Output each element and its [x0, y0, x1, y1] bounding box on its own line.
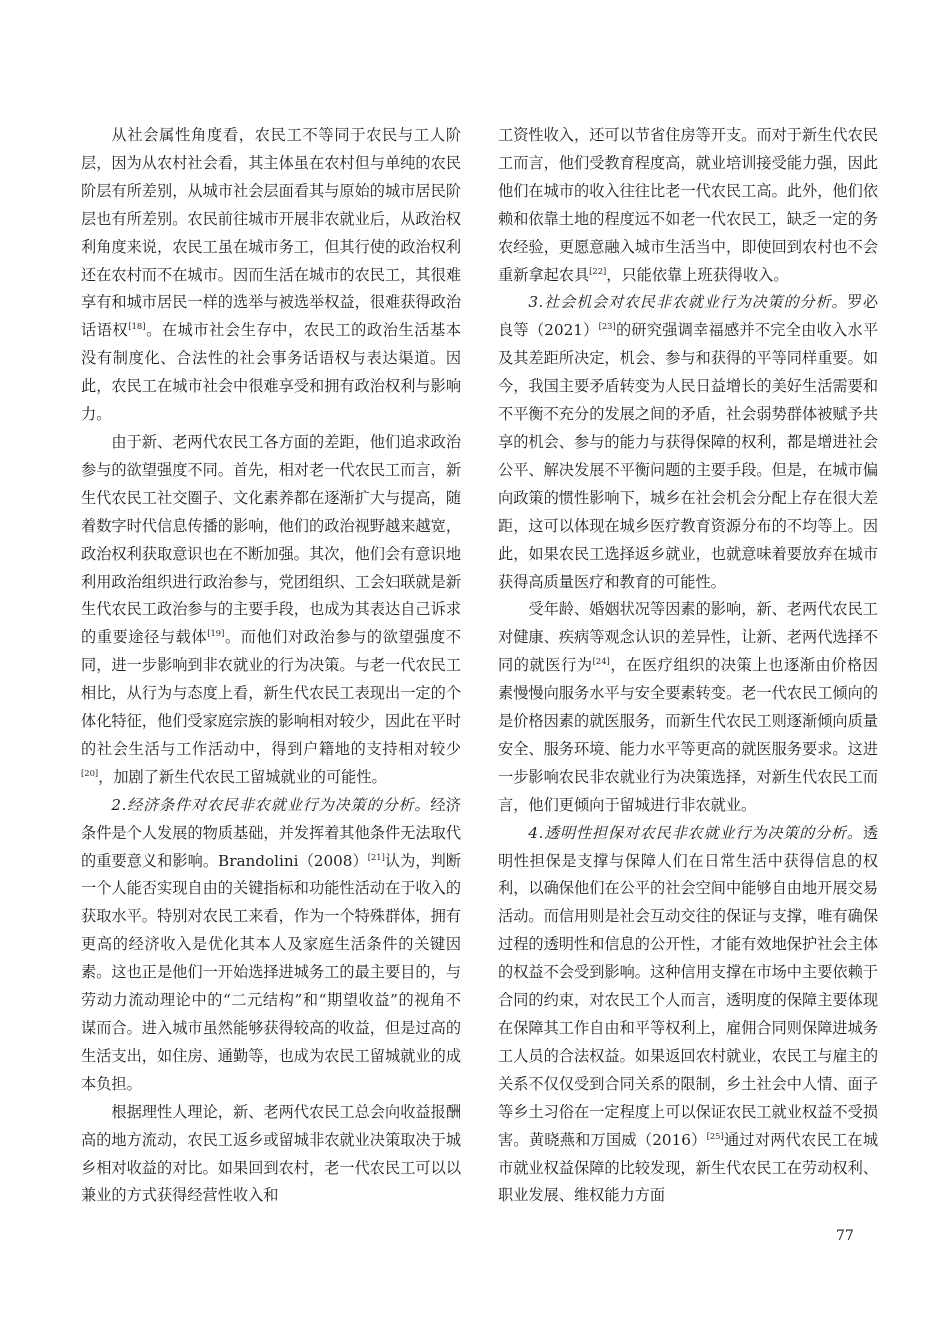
citation: [24] [592, 656, 610, 667]
section-heading: 2.经济条件对农民非农就业行为决策的分析。 [111, 795, 431, 814]
citation: [21] [367, 851, 385, 862]
citation: [23] [598, 321, 616, 332]
paragraph: 根据理性人理论，新、老两代农民工总会向收益报酬高的地方流动，农民工返乡或留城非农就业决策取决于城乡相对收益的对比。如果回到农村，老一代农民工可以以兼业的方式获得经营性收入和 [81, 1102, 461, 1205]
paragraph: 由于新、老两代农民工各方面的差距，他们追求政治参与的欲望强度不同。首先，相对老一代农民工而言，新生代农民工社交圈子、文化素养都在逐渐扩大与提高，随着数字时代信息传播的影响，他们的政治视野越来越宽，政治权利获取意识也在不断加强。其次，他们会有意识地利用政治组织进行政治参与，党团组织、工会妇联就是新生代农民工政治参与的主要手段，也成为其表达自己诉求的重要途径与载体[19]。而他们对政治参与的欲望强度不同，进一步影响到非农就业的行为决策。与老一代农民工相比，从行为与态度上看，新生代农民工表现出一定的个体化特征，他们受家庭宗族的影响相对较少，因此在平时的社会生活与工作活动中，得到户籍地的支持相对较少[20]，加剧了新生代农民工留城就业的可能性。 [81, 432, 462, 786]
paragraph: 受年龄、婚姻状况等因素的影响，新、老两代农民工对健康、疾病等观念认识的差异性，让新、老两代选择不同的就医行为[24]，在医疗组织的决策上也逐渐由价格因素慢慢向服务水平与安全要素转变。老一代农民工倾向的是价格因素的就医服务，而新生代农民工则逐渐倾向质量安全、服务环境、能力水平等更高的就医服务要求。这进一步影响农民非农就业行为决策选择，对新生代农民工而言，他们更倾向于留城进行非农就业。 [498, 600, 879, 814]
section-heading: 3.社会机会对农民非农就业行为决策的分析。 [528, 293, 848, 312]
section-paragraph: 2.经济条件对农民非农就业行为决策的分析。经济条件是个人发展的物质基础，并发挥着其他条件无法取代的重要意义和影响。Brandolini（2008）[21]认为，判断一个人能否实现自由的关键指标和功能性活动在于收入的获取水平。特别对农民工来看，作为一个特殊群体，拥有更高的经济收入是优化其本人及家庭生活条件的关键因素。这也正是他们一开始选择进城务工的最主要目的，与劳动力流动理论中的“二元结构”和“期望收益”的视角不谋而合。进入城市虽然能够获得较高的收益，但是过高的生活支出，如住房、通勤等，也成为农民工留城就业的成本负担。 [81, 795, 462, 1093]
left-column [81, 122, 461, 1210]
citation: [18] [128, 321, 146, 332]
page-number: 77 [836, 1228, 854, 1244]
section-heading: 4.透明性担保对农民非农就业行为决策的分析。 [528, 823, 863, 842]
citation: [19] [207, 628, 225, 639]
paragraph-continued: 工资性收入，还可以节省住房等开支。而对于新生代农民工而言，他们受教育程度高，就业培训接受能力强，因此他们在城市的收入往往比老一代农民工高。此外，他们依赖和依靠土地的程度远不如老一代农民工，缺乏一定的务农经验，更愿意融入城市生活当中，即使回到农村也不会重新拿起农具[22]，只能依靠上班获得收入。 [498, 126, 878, 284]
citation: [20] [81, 767, 99, 778]
right-column [498, 122, 878, 1210]
section-paragraph: 3.社会机会对农民非农就业行为决策的分析。罗必良等（2021）[23]的研究强调幸福感并不完全由收入水平及其差距所决定，机会、参与和获得的平等同样重要。如今，我国主要矛盾转变为人民日益增长的美好生活需要和不平衡不充分的发展之间的矛盾，社会弱势群体被赋予共享的机会、参与的能力与获得保障的权利，都是增进社会公平、解决发展不平衡问题的主要手段。但是，在城市偏向政策的惯性影响下，城乡在社会机会分配上存在很大差距，这可以体现在城乡医疗教育资源分布的不均等上。因此，如果农民工选择返乡就业，也就意味着要放弃在城市获得高质量医疗和教育的可能性。 [498, 293, 879, 591]
citation: [22] [589, 265, 607, 276]
paragraph: 从社会属性角度看，农民工不等同于农民与工人阶层，因为从农村社会看，其主体虽在农村但与单纯的农民阶层有所差别，从城市社会层面看其与原始的城市居民阶层也有所差别。农民前往城市开展非农就业后，从政治权利角度来说，农民工虽在城市务工，但其行使的政治权利还在农村而不在城市。因而生活在城市的农民工，其很难享有和城市居民一样的选举与被选举权益，很难获得政治话语权[18]。在城市社会生存中，农民工的政治生活基本没有制度化、合法性的社会事务话语权与表达渠道。因此，农民工在城市社会中很难享受和拥有政治权利与影响力。 [81, 126, 462, 424]
citation: [25] [706, 1130, 724, 1141]
section-paragraph: 4.透明性担保对农民非农就业行为决策的分析。透明性担保是支撑与保障人们在日常生活中获得信息的权利，以确保他们在公平的社会空间中能够自由地开展交易活动。而信用则是社会互动交往的保证与支撑，唯有确保过程的透明性和信息的公开性，才能有效地保护社会主体的权益不会受到影响。这种信用支撑在市场中主要依赖于合同的约束，对农民工个人而言，透明度的保障主要体现在保障其工作自由和平等权利上，雇佣合同则保障进城务工人员的合法权益。如果返回农村就业，农民工与雇主的关系不仅仅受到合同关系的限制，乡土社会中人情、面子等乡土习俗在一定程度上可以保证农民工就业权益不受损害。黄晓燕和万国威（2016）[25]通过对两代农民工在城市就业权益保障的比较发现，新生代农民工在劳动权利、职业发展、维权能力方面 [498, 823, 879, 1205]
